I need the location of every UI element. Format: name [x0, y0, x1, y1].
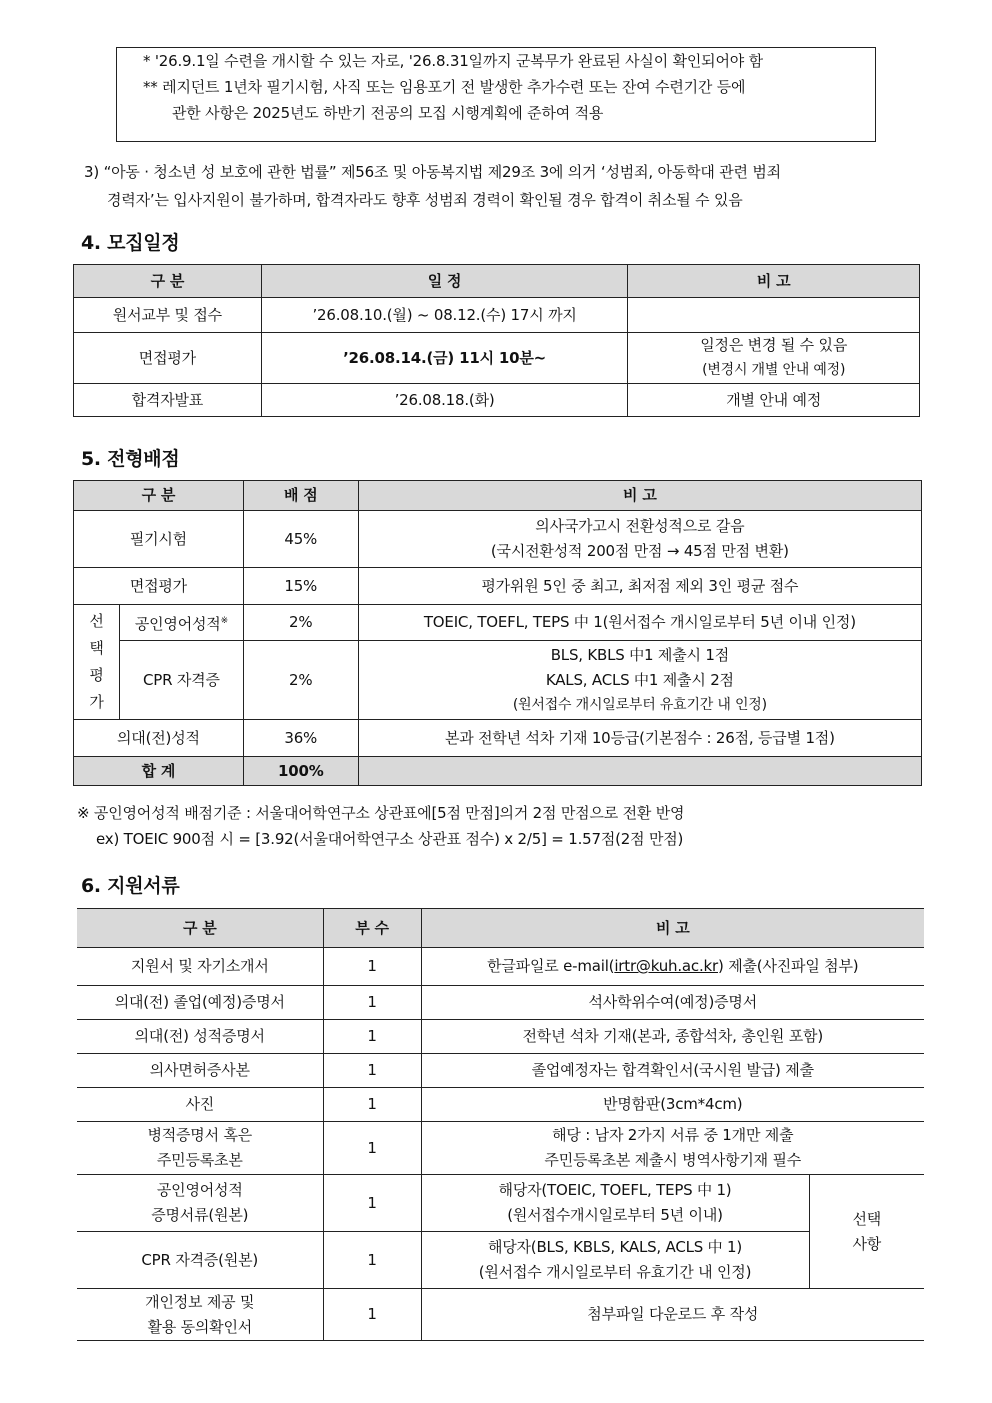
table-row — [74, 605, 922, 641]
scoring-table — [73, 480, 922, 786]
table-row — [77, 986, 924, 1020]
optional-char: 택 — [89, 639, 104, 657]
doc-name: 지원서 및 자기소개서 — [77, 948, 323, 986]
header-category: 구 분 — [74, 481, 244, 511]
note-line: KALS, ACLS 中1 제출시 2점 — [545, 670, 734, 689]
note-line: (국시전환성적 200점 만점 → 45점 만점 변환) — [490, 542, 789, 560]
doc-count: 1 — [323, 986, 421, 1020]
doc-note: 전학년 석차 기재(본과, 종합석차, 총인원 포함) — [421, 1020, 924, 1054]
table-row — [74, 333, 920, 384]
total-row — [74, 757, 922, 786]
header-note: 비 고 — [358, 481, 921, 511]
english-label-text: 공인영어성적 — [134, 614, 221, 633]
doc-name-line: 활용 동의확인서 — [147, 1317, 253, 1336]
doc-name: 사진 — [77, 1088, 323, 1122]
grades-score: 36% — [243, 720, 358, 757]
note-line: (원서접수 개시일로부터 유효기간 내 인정) — [478, 1263, 752, 1281]
doc-note: 반명함판(3cm*4cm) — [421, 1088, 924, 1122]
doc-note: 졸업예정자는 합격확인서(국시원 발급) 제출 — [421, 1054, 924, 1088]
row-category: 원서교부 및 접수 — [74, 298, 262, 333]
interview-label: 면접평가 — [74, 568, 244, 605]
note-line: 일정은 변경 될 수 있음 — [700, 336, 848, 354]
table-row — [77, 1054, 924, 1088]
note-line: 의사국가고시 전환성적으로 갈음 — [535, 517, 745, 535]
optional-label-line: 사항 — [852, 1234, 882, 1253]
doc-count: 1 — [323, 948, 421, 986]
cpr-note — [358, 641, 921, 720]
total-score: 100% — [243, 757, 358, 786]
doc-name — [77, 1289, 323, 1341]
english-score-label — [119, 605, 243, 641]
optional-items-label — [809, 1175, 924, 1289]
row-note — [628, 333, 920, 384]
table-row — [77, 1175, 924, 1232]
doc-count: 1 — [323, 1054, 421, 1088]
doc-name-line: 주민등록초본 — [156, 1151, 243, 1169]
english-note: TOEIC, TOEFL, TEPS 中 1(원서접수 개시일로부터 5년 이내 인정) — [358, 605, 921, 641]
doc-name: 의대(전) 졸업(예정)증명서 — [77, 986, 323, 1020]
doc-count: 1 — [323, 1289, 421, 1341]
written-exam-score: 45% — [243, 511, 358, 568]
row-category: 면접평가 — [74, 333, 262, 384]
table-row — [77, 1289, 924, 1341]
doc-count: 1 — [323, 1020, 421, 1054]
note-line: (원서접수개시일로부터 5년 이내) — [507, 1206, 723, 1224]
cpr-score: 2% — [243, 641, 358, 720]
scoring-footnote — [77, 800, 684, 852]
section-4-title: 4. 모집일정 — [81, 232, 180, 254]
english-score: 2% — [243, 605, 358, 641]
item-3-paragraph — [84, 158, 914, 214]
cpr-label: CPR 자격증 — [119, 641, 243, 720]
header-note: 비 고 — [628, 265, 920, 298]
note-line: 주민등록초본 제출시 병역사항기재 필수 — [544, 1151, 802, 1169]
item-3-line-1: 3) “아동 · 청소년 성 보호에 관한 법률” 제56조 및 아동복지법 제29조 3에 의거 ‘성범죄, 아동학대 관련 범죄 — [84, 163, 781, 181]
written-exam-note — [358, 511, 921, 568]
doc-name — [77, 1122, 323, 1175]
row-schedule: ’26.08.14.(금) 11시 10분~ — [261, 333, 628, 384]
grades-note: 본과 전학년 석차 기재 10등급(기본점수 : 26점, 등급별 1점) — [358, 720, 921, 757]
table-row — [77, 948, 924, 986]
reference-mark: ※ — [220, 615, 228, 626]
doc-name-line: 증명서류(원본) — [151, 1206, 249, 1224]
table-row — [77, 1122, 924, 1175]
table-header-row — [77, 909, 924, 948]
documents-table — [77, 908, 924, 1341]
note-line-2: ** 레지던트 1년차 필기시험, 사직 또는 임용포기 전 발생한 추가수련 또는 잔여 수련기간 등에 — [143, 78, 746, 96]
optional-char: 평 — [89, 666, 104, 684]
doc-note — [421, 1232, 809, 1289]
note-line: 해당자(TOEIC, TOEFL, TEPS 中 1) — [498, 1181, 732, 1199]
note-line: 해당 : 남자 2가지 서류 중 1개만 제출 — [552, 1126, 794, 1144]
note-line-1: * '26.9.1일 수련을 개시할 수 있는 자로, '26.8.31일까지 군복무가 완료된 사실이 확인되어야 함 — [143, 52, 763, 70]
row-schedule: ’26.08.10.(월) ~ 08.12.(수) 17시 까지 — [261, 298, 628, 333]
interview-score: 15% — [243, 568, 358, 605]
table-row — [77, 1020, 924, 1054]
doc-note: 첨부파일 다운로드 후 작성 — [421, 1289, 924, 1341]
item-3-line-2: 경력자’는 입사지원이 불가하며, 합격자라도 향후 성범죄 경력이 확인될 경우 합격이 취소될 수 있음 — [107, 191, 743, 209]
optional-label-line: 선택 — [852, 1209, 882, 1228]
doc-count: 1 — [323, 1232, 421, 1289]
table-row — [74, 298, 920, 333]
interview-note: 평가위원 5인 중 최고, 최저점 제외 3인 평균 점수 — [358, 568, 921, 605]
header-score: 배 점 — [243, 481, 358, 511]
table-row — [74, 641, 922, 720]
row-note: 개별 안내 예정 — [628, 384, 920, 417]
note-line: (원서접수 개시일로부터 유효기간 내 인정) — [512, 696, 767, 713]
row-schedule: ’26.08.18.(화) — [261, 384, 628, 417]
total-label: 합 계 — [74, 757, 244, 786]
doc-count: 1 — [323, 1122, 421, 1175]
doc-name: 의대(전) 성적증명서 — [77, 1020, 323, 1054]
section-6-title: 6. 지원서류 — [81, 875, 180, 897]
email-link[interactable]: irtr@kuh.ac.kr — [614, 957, 718, 975]
doc-name-line: 병적증명서 혹은 — [147, 1126, 253, 1144]
table-header-row — [74, 481, 922, 511]
row-category: 합격자발표 — [74, 384, 262, 417]
table-row — [77, 1088, 924, 1122]
table-row — [74, 720, 922, 757]
doc-name: 의사면허증사본 — [77, 1054, 323, 1088]
footnote-line-2: ex) TOEIC 900점 시 = [3.92(서울대어학연구소 상관표 점수) x 2/5] = 1.57점(2점 만점) — [96, 830, 684, 848]
grades-label: 의대(전)성적 — [74, 720, 244, 757]
total-note — [358, 757, 921, 786]
doc-count: 1 — [323, 1088, 421, 1122]
doc-name-line: 개인정보 제공 및 — [145, 1292, 255, 1311]
table-row — [74, 384, 920, 417]
footnote-line-1: ※ 공인영어성적 배점기준 : 서울대어학연구소 상관표에[5점 만점]의거 2점 만점으로 전환 반영 — [77, 804, 685, 822]
optional-char: 선 — [89, 612, 104, 630]
header-doc: 구 분 — [77, 909, 323, 948]
doc-note — [421, 1175, 809, 1232]
section-5-title: 5. 전형배점 — [81, 448, 180, 470]
header-count: 부 수 — [323, 909, 421, 948]
note-line: BLS, KBLS 中1 제출시 1점 — [550, 645, 729, 664]
optional-char: 가 — [89, 693, 104, 711]
note-line: 해당자(BLS, KBLS, KALS, ACLS 中 1) — [487, 1238, 743, 1256]
table-row — [74, 568, 922, 605]
doc-name — [77, 1175, 323, 1232]
note-line: (변경시 개별 안내 예정) — [702, 362, 846, 378]
doc-note — [421, 1122, 924, 1175]
doc-note — [421, 948, 924, 986]
note-text: ) 제출(사진파일 첨부) — [718, 957, 859, 975]
note-line-3: 관한 사항은 2025년도 하반기 전공의 모집 시행계획에 준하여 적용 — [172, 104, 604, 122]
table-header-row — [74, 265, 920, 298]
row-note — [628, 298, 920, 333]
table-row — [74, 511, 922, 568]
header-note: 비 고 — [421, 909, 924, 948]
doc-count: 1 — [323, 1175, 421, 1232]
optional-eval-label — [74, 605, 120, 720]
table-row — [77, 1232, 924, 1289]
doc-note: 석사학위수여(예정)증명서 — [421, 986, 924, 1020]
written-exam-label: 필기시험 — [74, 511, 244, 568]
header-schedule: 일 정 — [261, 265, 628, 298]
notes-box — [116, 47, 876, 142]
doc-name: CPR 자격증(원본) — [77, 1232, 323, 1289]
doc-name-line: 공인영어성적 — [156, 1181, 243, 1199]
header-category: 구 분 — [74, 265, 262, 298]
note-text: 한글파일로 e-mail( — [487, 957, 615, 975]
schedule-table — [73, 264, 920, 417]
